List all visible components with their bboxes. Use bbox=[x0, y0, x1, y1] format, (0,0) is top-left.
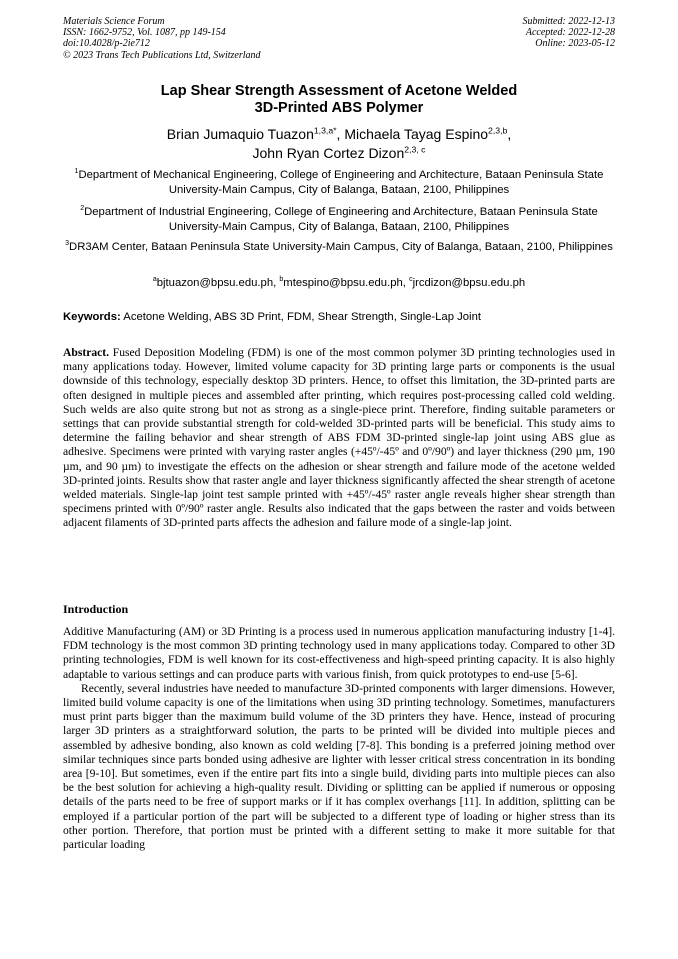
author-name: John Ryan Cortez Dizon bbox=[252, 145, 405, 161]
journal-info bbox=[63, 16, 261, 61]
keywords-text: Acetone Welding, ABS 3D Print, FDM, Shear Strength, Single-Lap Joint bbox=[123, 311, 481, 323]
online-date: Online: 2023-05-12 bbox=[535, 38, 615, 50]
author-affiliation-marker: 2,3,b bbox=[488, 125, 508, 136]
keywords-label: Keywords: bbox=[63, 311, 121, 323]
abstract-label: Abstract. bbox=[63, 346, 110, 359]
abstract-text: Fused Deposition Modeling (FDM) is one of the most common polymer 3D printing technologies used in many applications today. However, limited volume capacity for 3D printing large parts or components is the usual downside of this technology, especially desktop 3D printers. Hence, to offset this limitation, the 3D-printed parts are often designed in multiple pieces and assembled after printing, which requires post-processing called cold welding. Such welds are also quite strong but not as strong as a single-piece print. Therefore, finding suitable parameters or settings that can provide substantial strength for cold-welded 3D-printed parts will be beneficial. This study aims to determine the failing behavior and shear strength of ABS FDM 3D-printed single-lap joint using ABS glue as adhesive. Specimens were printed with varying raster angles (+45º/-45º and 0º/90º) and layer thickness (290 µm, 190 µm, and 90 µm) to investigate the effects on the adhesion or shear strength and failure mode of the acetone welded 3D-printed joints. Results show that raster angle and layer thickness significantly affected the shear strength of acetone welded materials. Single-lap joint test sample printed with +45º/-45º raster angle reveals higher shear strength than specimens printed with 0º/90º raster angle. Results also indicated that the gaps between the raster and voids between adjacent filaments of 3D-printed parts affects the adhesion and failure mode of a single-lap joint. bbox=[63, 346, 615, 530]
section-heading-introduction: Introduction bbox=[63, 602, 129, 616]
accepted-date: Accepted: 2022-12-28 bbox=[525, 27, 615, 39]
journal-name: Materials Science Forum bbox=[63, 16, 165, 27]
affiliation-2: $^2$Department of Industrial Engineering, College of Engineering and Architecture, Bataan Peninsula State University-Main Campus, City of Balanga, Bataan, 2100, Philippines bbox=[80, 205, 598, 233]
submitted-date: Submitted: 2022-12-13 bbox=[522, 16, 615, 27]
affiliation-3: $^3$DR3AM Center, Bataan Peninsula State University-Main Campus, City of Balanga, Bataan, 2100, Philippines bbox=[65, 240, 613, 253]
author-emails: $^a$bjtuazon@bpsu.edu.ph, $^b$mtespino@bpsu.edu.ph, $^c$jrcdizon@bpsu.edu.ph bbox=[152, 276, 526, 289]
paragraph: Additive Manufacturing (AM) or 3D Printing is a process used in numerous application manufacturing industry [1-4]. FDM technology is the most common 3D printing technology used in many applications today. Compared to other 3D printing technologies, FDM is well known for its cost-effectiveness and high-speed printing capacity. It is also highly adaptable to various settings and can produce parts with various finish, from quick prototypes to end-use [5-6]. bbox=[63, 625, 615, 681]
author-list bbox=[63, 125, 615, 163]
email-link[interactable]: mtespino@bpsu.edu.ph bbox=[283, 277, 403, 289]
title-line-1: Lap Shear Strength Assessment of Acetone Welded bbox=[160, 83, 518, 99]
author-affiliation-marker: 2,3, c bbox=[404, 144, 426, 155]
journal-copyright: © 2023 Trans Tech Publications Ltd, Switzerland bbox=[63, 49, 261, 61]
email-link[interactable]: bjtuazon@bpsu.edu.ph bbox=[156, 277, 274, 289]
author-separator: , bbox=[507, 126, 512, 142]
author-affiliation-marker: 1,3,a* bbox=[313, 125, 337, 136]
paragraph: Recently, several industries have needed to manufacture 3D-printed components with larger dimensions. However, limited build volume capacity is one of the limitations when using 3D printing technology. Sometimes, manufacturers must print parts bigger than the maximum build volume of the 3D printers they have. Hence, instead of procuring larger 3D printers as a straightforward solution, the parts to be printed will be divided into multiple pieces and assembled by adhesive bonding, also known as cold welding [7-8]. This bonding is a preferred joining method over similar techniques since parts bonded using adhesive are lighter with lesser critical stress concentration in its bonding area [9-10]. But sometimes, even if the entire part fits into a single build, dividing parts into multiple pieces can also be the best solution for achieving a high-quality result. Dividing or splitting can be applied if numerous or opposing details of the parts need to be free of support marks or if it has complex overhangs [11]. In addition, splitting can be employed if a particular portion of the part will be subjected to a different type of loading or higher stress than its other portion. Therefore, that portion must be printed with a different setting to make it more suitable for that particular loading bbox=[63, 681, 615, 852]
submission-dates bbox=[523, 16, 616, 50]
abstract bbox=[63, 346, 615, 531]
title-line-2: 3D-Printed ABS Polymer bbox=[254, 100, 424, 116]
introduction-body bbox=[63, 625, 615, 852]
journal-doi: doi:10.4028/p-2ie712 bbox=[63, 38, 150, 50]
paper-title bbox=[63, 83, 615, 117]
author-name: Brian Jumaquio Tuazon bbox=[166, 126, 314, 142]
author-separator: , bbox=[336, 126, 345, 142]
author-name: Michaela Tayag Espino bbox=[344, 126, 489, 142]
journal-issn: ISSN: 1662-9752, Vol. 1087, pp 149-154 bbox=[63, 27, 226, 39]
keywords bbox=[63, 310, 615, 325]
affiliation-1: $^1$Department of Mechanical Engineering, College of Engineering and Architecture, Bataan Peninsula State University-Main Campus, City of Balanga, Bataan, 2100, Philippines bbox=[74, 168, 604, 196]
email-link[interactable]: jrcdizon@bpsu.edu.ph bbox=[412, 277, 526, 289]
